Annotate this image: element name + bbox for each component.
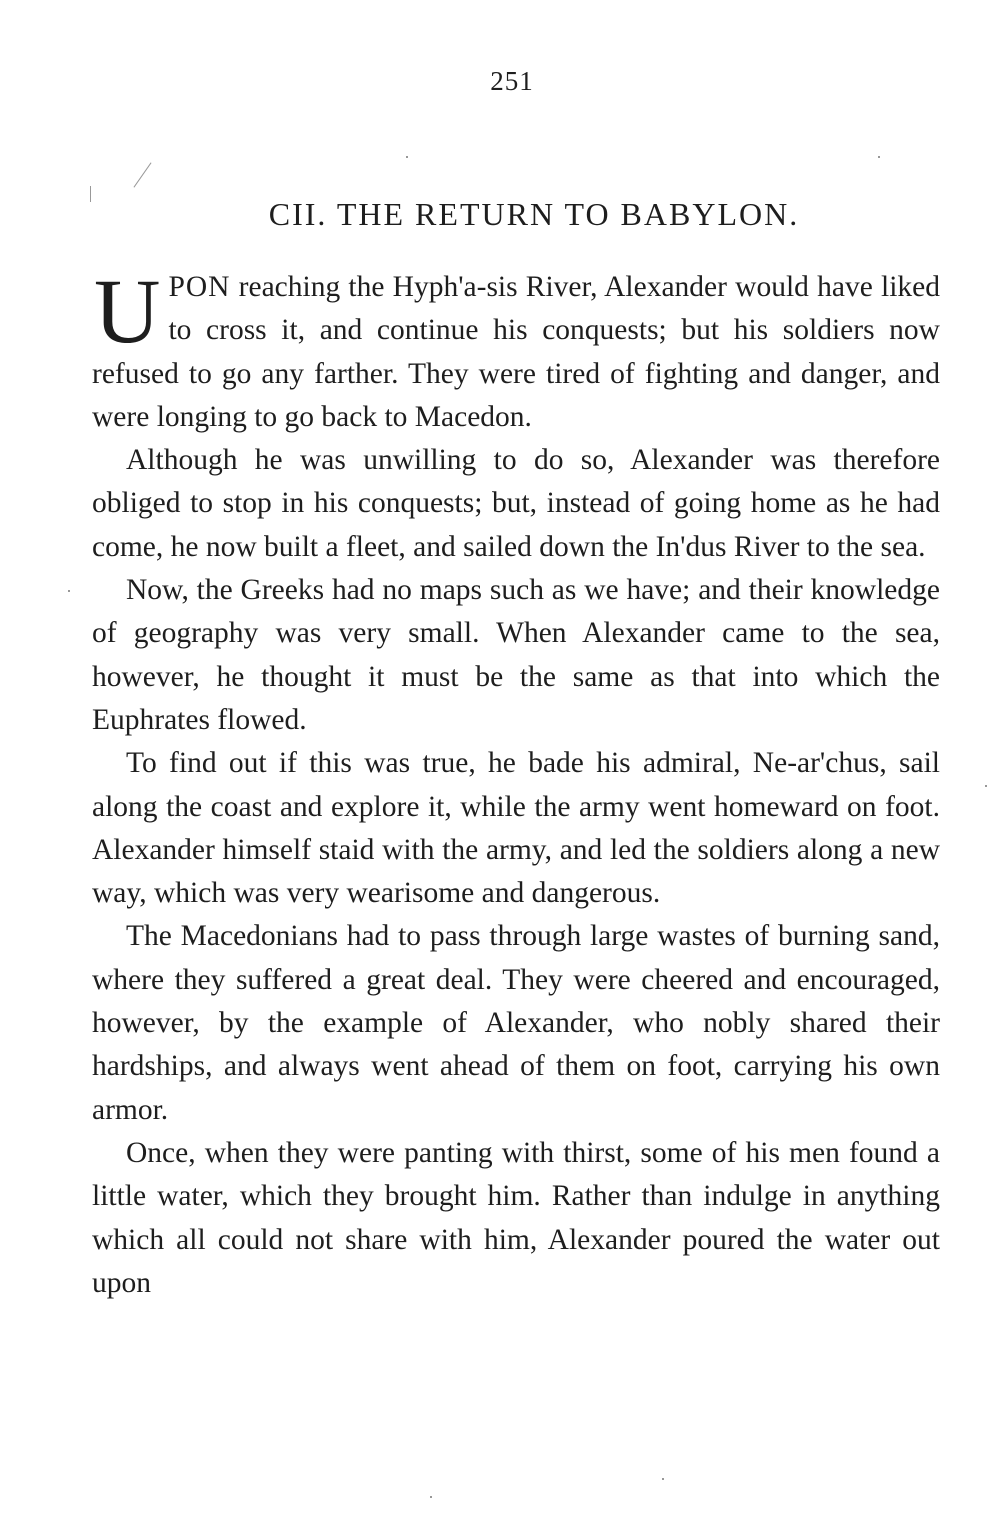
- page-speck: [430, 1496, 432, 1498]
- paragraph-6: Once, when they were panting with thirst, some of his men found a little water, which they brought him. Rather than indulge in anything which all could not share with him, Alexander poured the water out upon: [92, 1136, 940, 1299]
- paragraph-2: Although he was unwilling to do so, Alexander was therefore obliged to stop in his conquests; but, instead of going home as he had come, he now built a fleet, and sailed down the In'dus River to the sea.: [92, 444, 940, 563]
- page-number: 251: [490, 66, 534, 96]
- paragraph-5: The Macedonians had to pass through large wastes of burning sand, where they suffered a great deal. They were cheered and encouraged, however, by the example of Alexander, who nobly shared their hardships, and always went ahead of them on foot, carrying his own armor.: [92, 920, 940, 1126]
- paragraph-4: To find out if this was true, he bade his admiral, Ne-ar'chus, sail along the coast and explore it, while the army went homeward on foot. Alexander himself staid with the army, and led the soldiers along a new way, which was very wearisome and dangerous.: [92, 747, 940, 910]
- page-speck: [662, 1478, 664, 1480]
- chapter-body: [92, 260, 940, 1305]
- page-speck: [406, 156, 408, 158]
- chapter-title: CII. THE RETURN TO BABYLON.: [268, 196, 800, 232]
- paragraph-3: Now, the Greeks had no maps such as we have; and their knowledge of geography was very small. When Alexander came to the sea, however, he thought it must be the same as that into which the Euphrates flowed.: [92, 574, 940, 736]
- margin-scratch-mark: [133, 162, 151, 187]
- page-speck: [878, 156, 880, 158]
- page-speck: [68, 590, 70, 592]
- drop-cap-letter: U: [94, 260, 161, 362]
- lead-in-word: PON: [168, 271, 231, 303]
- page-speck: [985, 785, 987, 787]
- paragraph-1-text: reaching the Hyph'a-sis River, Alexander would have liked to cross it, and continue his conquests; but his soldiers now refused to go any farther. They were tired of fighting and danger, and were longing to go back to Macedon.: [92, 271, 940, 433]
- paragraph-1: [92, 260, 940, 439]
